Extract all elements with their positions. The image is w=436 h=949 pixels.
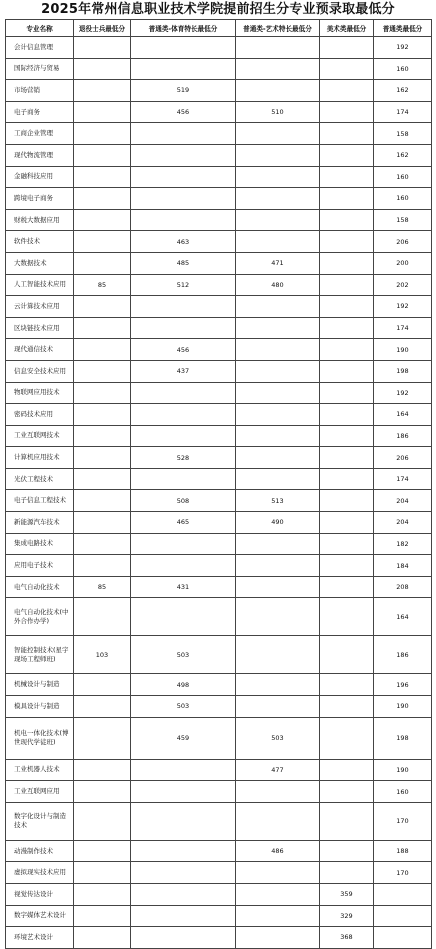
cell-major-name: 环境艺术设计 [6, 927, 74, 949]
cell-sports-score: 456 [131, 101, 236, 123]
table-header-row [6, 20, 432, 37]
cell-art-talent-score [236, 80, 320, 102]
cell-art-talent-score [236, 231, 320, 253]
cell-sports-score: 528 [131, 447, 236, 469]
cell-general-score: 186 [374, 636, 432, 674]
table-row [6, 598, 432, 636]
cell-general-score [374, 884, 432, 906]
cell-art-talent-score [236, 862, 320, 884]
cell-major-name: 软件技术 [6, 231, 74, 253]
cell-veteran-score: 103 [74, 636, 131, 674]
cell-general-score: 170 [374, 862, 432, 884]
cell-major-name: 电气自动化技术(中外合作办学) [6, 598, 74, 636]
cell-major-name: 机械设计与制造 [6, 674, 74, 696]
cell-veteran-score [74, 512, 131, 534]
cell-veteran-score [74, 317, 131, 339]
cell-general-score: 202 [374, 274, 432, 296]
cell-veteran-score [74, 905, 131, 927]
cell-veteran-score [74, 717, 131, 759]
table-row [6, 884, 432, 906]
table-row [6, 802, 432, 840]
cell-fine-arts-score [320, 598, 374, 636]
cell-sports-score: 508 [131, 490, 236, 512]
table-row [6, 80, 432, 102]
cell-fine-arts-score [320, 576, 374, 598]
cell-art-talent-score [236, 166, 320, 188]
cell-fine-arts-score [320, 80, 374, 102]
cell-veteran-score [74, 533, 131, 555]
cell-general-score: 208 [374, 576, 432, 598]
cell-art-talent-score [236, 555, 320, 577]
cell-fine-arts-score [320, 231, 374, 253]
cell-art-talent-score [236, 296, 320, 318]
table-row [6, 188, 432, 210]
cell-veteran-score [74, 840, 131, 862]
cell-sports-score [131, 404, 236, 426]
cell-art-talent-score [236, 382, 320, 404]
cell-general-score: 188 [374, 840, 432, 862]
cell-general-score: 182 [374, 533, 432, 555]
cell-veteran-score [74, 884, 131, 906]
cell-fine-arts-score [320, 209, 374, 231]
cell-fine-arts-score [320, 144, 374, 166]
cell-fine-arts-score [320, 759, 374, 781]
cell-veteran-score [74, 209, 131, 231]
cell-art-talent-score [236, 598, 320, 636]
cell-art-talent-score: 490 [236, 512, 320, 534]
cell-sports-score: 431 [131, 576, 236, 598]
cell-major-name: 现代通信技术 [6, 339, 74, 361]
cell-art-talent-score [236, 533, 320, 555]
cell-major-name: 电子信息工程技术 [6, 490, 74, 512]
cell-major-name: 集成电路技术 [6, 533, 74, 555]
cell-art-talent-score: 486 [236, 840, 320, 862]
cell-veteran-score [74, 296, 131, 318]
cell-sports-score [131, 598, 236, 636]
cell-general-score: 162 [374, 80, 432, 102]
table-row [6, 166, 432, 188]
cell-sports-score [131, 884, 236, 906]
cell-general-score: 206 [374, 447, 432, 469]
cell-fine-arts-score [320, 37, 374, 59]
cell-veteran-score [74, 425, 131, 447]
table-body [6, 37, 432, 949]
cell-veteran-score [74, 80, 131, 102]
cell-art-talent-score [236, 674, 320, 696]
cell-fine-arts-score [320, 512, 374, 534]
cell-major-name: 工业互联网应用 [6, 781, 74, 803]
cell-general-score: 204 [374, 490, 432, 512]
table-row [6, 101, 432, 123]
header-fine-arts: 美术类最低分 [320, 20, 374, 37]
cell-art-talent-score [236, 339, 320, 361]
cell-general-score: 160 [374, 58, 432, 80]
cell-fine-arts-score [320, 781, 374, 803]
cell-fine-arts-score [320, 188, 374, 210]
table-row [6, 37, 432, 59]
table-row [6, 905, 432, 927]
cell-fine-arts-score [320, 636, 374, 674]
cell-major-name: 模具设计与制造 [6, 696, 74, 718]
cell-veteran-score [74, 802, 131, 840]
cell-sports-score: 437 [131, 360, 236, 382]
cell-fine-arts-score [320, 533, 374, 555]
table-row [6, 781, 432, 803]
table-row [6, 360, 432, 382]
cell-veteran-score [74, 490, 131, 512]
table-row [6, 209, 432, 231]
cell-veteran-score [74, 144, 131, 166]
cell-fine-arts-score [320, 404, 374, 426]
cell-major-name: 人工智能技术应用 [6, 274, 74, 296]
cell-fine-arts-score: 359 [320, 884, 374, 906]
cell-sports-score [131, 123, 236, 145]
cell-sports-score [131, 840, 236, 862]
cell-sports-score [131, 296, 236, 318]
cell-veteran-score [74, 339, 131, 361]
table-row [6, 382, 432, 404]
cell-veteran-score [74, 123, 131, 145]
cell-sports-score [131, 862, 236, 884]
cell-art-talent-score [236, 696, 320, 718]
cell-general-score: 192 [374, 382, 432, 404]
cell-general-score: 186 [374, 425, 432, 447]
cell-art-talent-score: 471 [236, 252, 320, 274]
cell-art-talent-score: 513 [236, 490, 320, 512]
cell-art-talent-score [236, 576, 320, 598]
cell-veteran-score [74, 696, 131, 718]
header-art-talent: 普通类-艺术特长最低分 [236, 20, 320, 37]
cell-fine-arts-score [320, 360, 374, 382]
cell-art-talent-score [236, 123, 320, 145]
cell-art-talent-score [236, 144, 320, 166]
cell-art-talent-score [236, 447, 320, 469]
cell-sports-score: 465 [131, 512, 236, 534]
cell-fine-arts-score [320, 555, 374, 577]
cell-sports-score [131, 37, 236, 59]
table-row [6, 696, 432, 718]
cell-veteran-score [74, 927, 131, 949]
cell-major-name: 数字媒体艺术设计 [6, 905, 74, 927]
cell-sports-score: 512 [131, 274, 236, 296]
cell-major-name: 现代物流管理 [6, 144, 74, 166]
page-title: 2025年常州信息职业技术学院提前招生分专业预录取最低分 [41, 2, 395, 17]
cell-sports-score: 459 [131, 717, 236, 759]
table-row [6, 144, 432, 166]
cell-veteran-score [74, 598, 131, 636]
cell-major-name: 物联网应用技术 [6, 382, 74, 404]
cell-general-score: 192 [374, 296, 432, 318]
cell-veteran-score [74, 58, 131, 80]
cell-general-score: 196 [374, 674, 432, 696]
cell-sports-score: 498 [131, 674, 236, 696]
cell-sports-score: 463 [131, 231, 236, 253]
cell-fine-arts-score: 368 [320, 927, 374, 949]
table-row [6, 447, 432, 469]
cell-sports-score [131, 781, 236, 803]
cell-general-score: 200 [374, 252, 432, 274]
cell-art-talent-score [236, 884, 320, 906]
cell-veteran-score [74, 447, 131, 469]
cell-sports-score: 485 [131, 252, 236, 274]
cell-general-score: 190 [374, 759, 432, 781]
cell-major-name: 视觉传达设计 [6, 884, 74, 906]
table-row [6, 927, 432, 949]
cell-general-score: 158 [374, 209, 432, 231]
cell-major-name: 会计信息管理 [6, 37, 74, 59]
cell-fine-arts-score [320, 58, 374, 80]
cell-sports-score [131, 533, 236, 555]
header-veteran: 退役士兵最低分 [74, 20, 131, 37]
cell-art-talent-score [236, 468, 320, 490]
cell-art-talent-score [236, 58, 320, 80]
cell-major-name: 跨境电子商务 [6, 188, 74, 210]
cell-general-score: 190 [374, 339, 432, 361]
cell-fine-arts-score [320, 674, 374, 696]
cell-fine-arts-score [320, 252, 374, 274]
table-row [6, 296, 432, 318]
cell-major-name: 虚拟现实技术应用 [6, 862, 74, 884]
cell-art-talent-score: 503 [236, 717, 320, 759]
cell-general-score: 174 [374, 468, 432, 490]
table-row [6, 425, 432, 447]
cell-fine-arts-score [320, 382, 374, 404]
cell-major-name: 光伏工程技术 [6, 468, 74, 490]
cell-fine-arts-score [320, 296, 374, 318]
cell-art-talent-score [236, 317, 320, 339]
cell-major-name: 密码技术应用 [6, 404, 74, 426]
cell-general-score: 158 [374, 123, 432, 145]
table-row [6, 576, 432, 598]
cell-general-score: 184 [374, 555, 432, 577]
cell-fine-arts-score [320, 490, 374, 512]
cell-fine-arts-score [320, 840, 374, 862]
table-row [6, 123, 432, 145]
cell-major-name: 市场营销 [6, 80, 74, 102]
table-row [6, 468, 432, 490]
table-row [6, 555, 432, 577]
cell-fine-arts-score [320, 447, 374, 469]
cell-veteran-score [74, 360, 131, 382]
cell-general-score: 174 [374, 101, 432, 123]
cell-major-name: 工商企业管理 [6, 123, 74, 145]
cell-veteran-score: 85 [74, 576, 131, 598]
cell-major-name: 工业互联网技术 [6, 425, 74, 447]
cell-general-score: 204 [374, 512, 432, 534]
cell-major-name: 工业机器人技术 [6, 759, 74, 781]
cell-major-name: 信息安全技术应用 [6, 360, 74, 382]
cell-art-talent-score [236, 188, 320, 210]
table-row [6, 58, 432, 80]
cell-major-name: 电气自动化技术 [6, 576, 74, 598]
cell-major-name: 机电一体化技术(博世现代学徒班) [6, 717, 74, 759]
cell-veteran-score [74, 404, 131, 426]
cell-sports-score [131, 382, 236, 404]
table-row [6, 274, 432, 296]
cell-sports-score [131, 209, 236, 231]
cell-art-talent-score [236, 802, 320, 840]
cell-sports-score [131, 425, 236, 447]
cell-sports-score [131, 144, 236, 166]
cell-sports-score [131, 802, 236, 840]
cell-general-score: 160 [374, 781, 432, 803]
cell-fine-arts-score [320, 317, 374, 339]
cell-fine-arts-score [320, 696, 374, 718]
table-row [6, 339, 432, 361]
table-row [6, 404, 432, 426]
table-row [6, 252, 432, 274]
cell-veteran-score: 85 [74, 274, 131, 296]
cell-veteran-score [74, 101, 131, 123]
cell-veteran-score [74, 862, 131, 884]
cell-general-score [374, 927, 432, 949]
table-row [6, 533, 432, 555]
cell-major-name: 国际经济与贸易 [6, 58, 74, 80]
cell-veteran-score [74, 555, 131, 577]
cell-veteran-score [74, 759, 131, 781]
cell-fine-arts-score [320, 425, 374, 447]
admission-score-table [5, 19, 432, 949]
cell-general-score: 192 [374, 37, 432, 59]
cell-major-name: 新能源汽车技术 [6, 512, 74, 534]
cell-fine-arts-score [320, 862, 374, 884]
cell-general-score: 190 [374, 696, 432, 718]
cell-general-score: 160 [374, 166, 432, 188]
cell-fine-arts-score [320, 123, 374, 145]
table-row [6, 862, 432, 884]
cell-veteran-score [74, 674, 131, 696]
cell-fine-arts-score [320, 802, 374, 840]
cell-major-name: 数字化设计与制造技术 [6, 802, 74, 840]
cell-general-score: 162 [374, 144, 432, 166]
table-row [6, 674, 432, 696]
cell-art-talent-score [236, 404, 320, 426]
cell-art-talent-score [236, 37, 320, 59]
table-row [6, 490, 432, 512]
cell-fine-arts-score [320, 468, 374, 490]
header-general: 普通类最低分 [374, 20, 432, 37]
cell-sports-score: 519 [131, 80, 236, 102]
cell-art-talent-score [236, 905, 320, 927]
cell-major-name: 财税大数据应用 [6, 209, 74, 231]
cell-art-talent-score [236, 636, 320, 674]
cell-major-name: 云计算技术应用 [6, 296, 74, 318]
cell-sports-score [131, 166, 236, 188]
cell-sports-score [131, 927, 236, 949]
table-row [6, 840, 432, 862]
cell-sports-score [131, 468, 236, 490]
cell-veteran-score [74, 468, 131, 490]
cell-veteran-score [74, 252, 131, 274]
table-row [6, 231, 432, 253]
cell-sports-score: 456 [131, 339, 236, 361]
cell-major-name: 大数据技术 [6, 252, 74, 274]
cell-major-name: 应用电子技术 [6, 555, 74, 577]
cell-veteran-score [74, 382, 131, 404]
cell-sports-score [131, 555, 236, 577]
cell-major-name: 电子商务 [6, 101, 74, 123]
cell-art-talent-score [236, 209, 320, 231]
cell-sports-score [131, 58, 236, 80]
cell-general-score: 164 [374, 598, 432, 636]
cell-fine-arts-score [320, 717, 374, 759]
table-row [6, 317, 432, 339]
cell-general-score: 170 [374, 802, 432, 840]
cell-major-name: 动漫制作技术 [6, 840, 74, 862]
cell-art-talent-score [236, 781, 320, 803]
cell-art-talent-score [236, 927, 320, 949]
cell-sports-score [131, 188, 236, 210]
cell-fine-arts-score [320, 339, 374, 361]
cell-general-score: 198 [374, 717, 432, 759]
cell-fine-arts-score [320, 274, 374, 296]
cell-general-score: 206 [374, 231, 432, 253]
cell-fine-arts-score: 329 [320, 905, 374, 927]
header-sports: 普通类-体育特长最低分 [131, 20, 236, 37]
cell-art-talent-score: 477 [236, 759, 320, 781]
cell-general-score [374, 905, 432, 927]
cell-general-score: 164 [374, 404, 432, 426]
cell-sports-score [131, 317, 236, 339]
table-row [6, 636, 432, 674]
table-row [6, 512, 432, 534]
cell-major-name: 区块链技术应用 [6, 317, 74, 339]
cell-art-talent-score [236, 360, 320, 382]
cell-veteran-score [74, 188, 131, 210]
cell-sports-score: 503 [131, 636, 236, 674]
cell-general-score: 160 [374, 188, 432, 210]
cell-art-talent-score: 480 [236, 274, 320, 296]
cell-fine-arts-score [320, 166, 374, 188]
table-row [6, 759, 432, 781]
cell-major-name: 智能控制技术(星宇现场工程师班) [6, 636, 74, 674]
cell-major-name: 计算机应用技术 [6, 447, 74, 469]
cell-general-score: 198 [374, 360, 432, 382]
cell-veteran-score [74, 781, 131, 803]
header-major: 专业名称 [6, 20, 74, 37]
cell-major-name: 金融科技应用 [6, 166, 74, 188]
cell-fine-arts-score [320, 101, 374, 123]
cell-veteran-score [74, 231, 131, 253]
cell-art-talent-score: 510 [236, 101, 320, 123]
cell-sports-score [131, 759, 236, 781]
table-row [6, 717, 432, 759]
cell-veteran-score [74, 166, 131, 188]
cell-sports-score: 503 [131, 696, 236, 718]
cell-general-score: 174 [374, 317, 432, 339]
cell-veteran-score [74, 37, 131, 59]
cell-art-talent-score [236, 425, 320, 447]
cell-sports-score [131, 905, 236, 927]
